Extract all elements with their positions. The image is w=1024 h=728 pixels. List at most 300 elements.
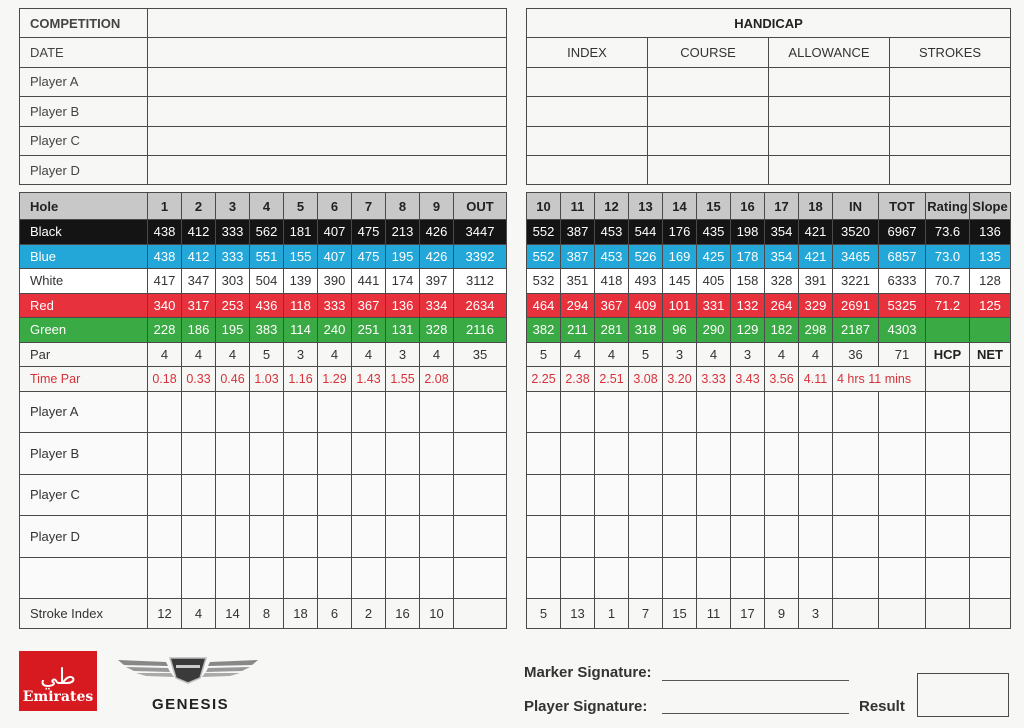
score-input-cell[interactable] [386,433,420,475]
stroke-index-cell: 5 [527,599,561,629]
score-input-cell[interactable] [352,474,386,516]
handicap-cell[interactable] [527,126,648,155]
yardage-cell: 407 [318,244,352,269]
handicap-cell[interactable] [890,67,1011,96]
handicap-cell[interactable] [769,155,890,184]
competition-table [19,8,507,185]
handicap-cell[interactable] [890,126,1011,155]
yardage-cell: 328 [420,318,454,343]
tee-row-black [527,220,1011,245]
score-input-cell[interactable] [454,557,507,599]
player-score-row [527,516,1011,558]
score-input-cell[interactable] [284,557,318,599]
yardage-cell: 73.0 [926,244,970,269]
score-input-cell[interactable] [731,433,765,475]
score-input-cell[interactable] [765,516,799,558]
score-input-cell[interactable] [216,474,250,516]
yardage-cell: 6333 [879,269,926,294]
yardage-cell: 453 [595,220,629,245]
score-input-cell[interactable] [595,516,629,558]
player-signature-label: Player Signature: [524,698,648,715]
yardage-cell: 169 [663,244,697,269]
score-input-cell[interactable] [420,474,454,516]
yardage-cell: 240 [318,318,352,343]
score-input-cell[interactable] [970,474,1011,516]
score-summary-header: HCP [926,342,970,367]
player-score-label: Player C [20,474,148,516]
score-input-cell[interactable] [799,557,833,599]
handicap-cell[interactable] [527,67,648,96]
score-input-cell[interactable] [454,474,507,516]
score-input-cell[interactable] [352,557,386,599]
stroke-index-cell [454,599,507,629]
score-input-cell[interactable] [833,391,879,433]
handicap-cell[interactable] [648,97,769,126]
time-par-row [527,367,1011,392]
score-input-cell[interactable] [250,557,284,599]
time-par-cell: 1.29 [318,367,352,392]
yardage-cell: 298 [799,318,833,343]
score-input-cell[interactable] [970,557,1011,599]
score-input-cell[interactable] [765,391,799,433]
handicap-cell[interactable] [648,67,769,96]
player-score-row [527,391,1011,433]
yardage-cell: 6967 [879,220,926,245]
par-cell: 3 [284,342,318,367]
yardage-cell: 435 [697,220,731,245]
tee-row-red [527,293,1011,318]
hole-number: 11 [561,193,595,220]
stroke-index-label: Stroke Index [20,599,148,629]
score-input-cell[interactable] [148,474,182,516]
yardage-cell: 195 [386,244,420,269]
score-input-cell[interactable] [284,433,318,475]
handicap-cell[interactable] [769,67,890,96]
yardage-cell: 329 [799,293,833,318]
score-input-cell[interactable] [454,391,507,433]
time-par-cell: 2.38 [561,367,595,392]
score-input-cell[interactable] [833,516,879,558]
yardage-cell: 438 [148,220,182,245]
time-par-cell: 3.43 [731,367,765,392]
score-input-cell[interactable] [182,433,216,475]
emirates-logo-text: Emirates [22,689,94,705]
score-input-cell[interactable] [352,516,386,558]
result-box[interactable] [917,673,1009,717]
yardage-cell: 351 [561,269,595,294]
score-input-cell[interactable] [318,516,352,558]
score-input-cell[interactable] [970,516,1011,558]
par-cell: 4 [352,342,386,367]
score-input-cell[interactable] [318,474,352,516]
score-input-cell[interactable] [420,391,454,433]
yardage-cell: 453 [595,244,629,269]
handicap-cell[interactable] [527,155,648,184]
score-input-cell[interactable] [629,433,663,475]
score-input-cell[interactable] [250,516,284,558]
yardage-cell: 228 [148,318,182,343]
player-d-name-field[interactable] [148,155,507,184]
par-cell: 4 [182,342,216,367]
score-input-cell[interactable] [527,557,561,599]
score-input-cell[interactable] [926,391,970,433]
front-nine-table [19,192,507,629]
tee-name: Blue [20,244,148,269]
score-input-cell[interactable] [926,433,970,475]
score-input-cell[interactable] [561,391,595,433]
score-input-cell[interactable] [284,391,318,433]
player-b-name-field[interactable] [148,97,507,126]
yardage-cell: 532 [527,269,561,294]
score-input-cell[interactable] [561,516,595,558]
yardage-cell: 290 [697,318,731,343]
score-input-cell[interactable] [799,516,833,558]
score-input-cell[interactable] [629,557,663,599]
score-input-cell[interactable] [386,391,420,433]
date-label: DATE [20,38,148,67]
yardage-cell: 186 [182,318,216,343]
time-par-cell: 0.46 [216,367,250,392]
time-par-cell [454,367,507,392]
handicap-cell[interactable] [769,97,890,126]
time-par-cell: 1.03 [250,367,284,392]
hcp-cell[interactable] [926,367,970,392]
yardage-cell: 475 [352,220,386,245]
yardage-cell: 101 [663,293,697,318]
yardage-cell: 317 [182,293,216,318]
score-input-cell[interactable] [216,433,250,475]
stroke-index-cell: 12 [148,599,182,629]
score-input-cell[interactable] [697,557,731,599]
handicap-cell[interactable] [648,126,769,155]
score-input-cell[interactable] [663,557,697,599]
score-input-cell[interactable] [765,557,799,599]
yardage-cell: 195 [216,318,250,343]
genesis-wing-logo [118,652,258,684]
yardage-cell: 340 [148,293,182,318]
score-input-cell[interactable] [595,391,629,433]
score-input-cell[interactable] [629,391,663,433]
stroke-index-cell: 8 [250,599,284,629]
yardage-cell: 347 [182,269,216,294]
yardage-cell: 328 [765,269,799,294]
handicap-cell[interactable] [527,97,648,126]
score-summary-header: NET [970,342,1011,367]
score-input-cell[interactable] [148,391,182,433]
score-input-cell[interactable] [182,474,216,516]
score-input-cell[interactable] [284,474,318,516]
stroke-index-cell: 17 [731,599,765,629]
score-input-cell[interactable] [970,391,1011,433]
yardage-cell: 131 [386,318,420,343]
score-input-cell[interactable] [250,474,284,516]
score-input-cell[interactable] [216,557,250,599]
player-c-label: Player C [20,126,148,155]
score-input-cell[interactable] [765,474,799,516]
tee-name: Green [20,318,148,343]
back-header-row [527,193,1011,220]
player-score-label: Player B [20,433,148,475]
score-input-cell[interactable] [527,474,561,516]
yardage-cell: 426 [420,220,454,245]
score-input-cell[interactable] [629,516,663,558]
time-par-cell: 1.16 [284,367,318,392]
yardage-cell: 367 [595,293,629,318]
yardage-cell: 425 [697,244,731,269]
yardage-cell: 2116 [454,318,507,343]
stroke-index-cell: 14 [216,599,250,629]
score-input-cell[interactable] [879,391,926,433]
time-par-cell: 3.56 [765,367,799,392]
score-input-cell[interactable] [527,516,561,558]
score-input-cell[interactable] [561,433,595,475]
score-input-cell[interactable] [216,516,250,558]
yardage-cell: 551 [250,244,284,269]
yardage-cell: 128 [970,269,1011,294]
summary-header: Slope [970,193,1011,220]
par-row [20,342,507,367]
yardage-cell: 552 [527,244,561,269]
par-cell: 4 [318,342,352,367]
score-input-cell[interactable] [697,433,731,475]
player-signature-line[interactable] [662,713,849,714]
score-input-cell[interactable] [833,433,879,475]
time-par-cell: 1.43 [352,367,386,392]
score-input-cell[interactable] [595,557,629,599]
par-label: Par [20,342,148,367]
score-input-cell[interactable] [595,474,629,516]
score-input-cell[interactable] [799,391,833,433]
score-input-cell[interactable] [926,474,970,516]
hole-number: 16 [731,193,765,220]
time-par-cell: 4.11 [799,367,833,392]
score-input-cell[interactable] [970,433,1011,475]
yardage-cell: 387 [561,244,595,269]
yardage-cell: 397 [420,269,454,294]
yardage-cell: 504 [250,269,284,294]
score-input-cell[interactable] [386,516,420,558]
yardage-cell: 96 [663,318,697,343]
handicap-cell[interactable] [890,97,1011,126]
par-cell: 5 [629,342,663,367]
time-par-cell: 0.33 [182,367,216,392]
score-input-cell[interactable] [454,433,507,475]
score-input-cell[interactable] [318,391,352,433]
score-input-cell[interactable] [561,557,595,599]
score-input-cell[interactable] [926,557,970,599]
score-input-cell[interactable] [420,516,454,558]
hole-number: 2 [182,193,216,220]
score-input-cell[interactable] [731,557,765,599]
yardage-cell: 333 [216,244,250,269]
stroke-index-cell [879,599,926,629]
hole-number: 5 [284,193,318,220]
score-input-cell[interactable] [663,474,697,516]
result-label: Result [859,698,905,715]
yardage-cell: 421 [799,244,833,269]
yardage-cell: 417 [148,269,182,294]
score-input-cell[interactable] [697,516,731,558]
score-input-cell[interactable] [182,557,216,599]
competition-heading: COMPETITION [20,9,148,38]
score-input-cell[interactable] [833,474,879,516]
yardage-cell: 211 [561,318,595,343]
competition-field[interactable] [148,9,507,38]
yardage-cell: 2634 [454,293,507,318]
par-cell: 4 [561,342,595,367]
yardage-cell: 136 [970,220,1011,245]
score-input-cell[interactable] [731,391,765,433]
yardage-cell [926,318,970,343]
score-input-cell[interactable] [386,474,420,516]
yardage-cell: 354 [765,244,799,269]
score-input-cell[interactable] [454,516,507,558]
player-score-row [20,474,507,516]
score-input-cell[interactable] [663,391,697,433]
yardage-cell: 182 [765,318,799,343]
handicap-cell[interactable] [769,126,890,155]
stroke-index-cell: 6 [318,599,352,629]
score-input-cell[interactable] [182,516,216,558]
score-input-cell[interactable] [352,391,386,433]
date-field[interactable] [148,38,507,67]
score-input-cell[interactable] [799,433,833,475]
yardage-cell: 174 [386,269,420,294]
score-input-cell[interactable] [879,433,926,475]
yardage-cell: 409 [629,293,663,318]
stroke-index-row [527,599,1011,629]
score-input-cell[interactable] [216,391,250,433]
score-input-cell[interactable] [879,557,926,599]
stroke-index-cell: 4 [182,599,216,629]
yardage-cell: 294 [561,293,595,318]
par-cell: 3 [731,342,765,367]
hole-number: 6 [318,193,352,220]
score-input-cell[interactable] [386,557,420,599]
score-input-cell[interactable] [731,474,765,516]
yardage-cell: 3392 [454,244,507,269]
score-input-cell[interactable] [148,433,182,475]
score-input-cell[interactable] [765,433,799,475]
yardage-cell: 136 [386,293,420,318]
player-b-label: Player B [20,97,148,126]
player-score-row [20,433,507,475]
index-column-header: INDEX [527,38,648,67]
time-par-cell: 2.08 [420,367,454,392]
par-cell: 5 [250,342,284,367]
net-cell[interactable] [970,367,1011,392]
score-input-cell[interactable] [250,391,284,433]
player-score-label: Player A [20,391,148,433]
score-input-cell[interactable] [352,433,386,475]
yardage-cell: 73.6 [926,220,970,245]
score-input-cell[interactable] [420,557,454,599]
time-par-row [20,367,507,392]
tee-row-white [20,269,507,294]
yardage-cell: 318 [629,318,663,343]
handicap-cell[interactable] [648,155,769,184]
player-score-row [20,557,507,599]
par-cell: 36 [833,342,879,367]
time-par-label: Time Par [20,367,148,392]
hole-number: 4 [250,193,284,220]
summary-header: Rating [926,193,970,220]
score-input-cell[interactable] [663,433,697,475]
hole-number: 13 [629,193,663,220]
yardage-cell: 526 [629,244,663,269]
yardage-cell: 139 [284,269,318,294]
stroke-index-cell: 7 [629,599,663,629]
score-input-cell[interactable] [561,474,595,516]
yardage-cell: 5325 [879,293,926,318]
yardage-cell: 493 [629,269,663,294]
score-input-cell[interactable] [697,391,731,433]
score-input-cell[interactable] [148,516,182,558]
yardage-cell: 475 [352,244,386,269]
score-input-cell[interactable] [318,433,352,475]
marker-signature-line[interactable] [662,680,849,681]
score-input-cell[interactable] [420,433,454,475]
score-input-cell[interactable] [879,474,926,516]
score-input-cell[interactable] [182,391,216,433]
score-input-cell[interactable] [629,474,663,516]
score-input-cell[interactable] [284,516,318,558]
player-c-name-field[interactable] [148,126,507,155]
yardage-cell: 382 [527,318,561,343]
time-par-cell: 1.55 [386,367,420,392]
yardage-cell: 135 [970,244,1011,269]
score-input-cell[interactable] [879,516,926,558]
handicap-cell[interactable] [890,155,1011,184]
yardage-cell: 367 [352,293,386,318]
score-input-cell[interactable] [527,391,561,433]
tee-row-blue [527,244,1011,269]
player-score-row [20,391,507,433]
stroke-index-cell: 13 [561,599,595,629]
yardage-cell: 387 [561,220,595,245]
score-input-cell[interactable] [926,516,970,558]
yardage-cell: 6857 [879,244,926,269]
score-input-cell[interactable] [595,433,629,475]
yardage-cell: 436 [250,293,284,318]
yardage-cell: 333 [318,293,352,318]
yardage-cell: 426 [420,244,454,269]
score-input-cell[interactable] [799,474,833,516]
score-input-cell[interactable] [148,557,182,599]
score-input-cell[interactable] [318,557,352,599]
yardage-cell: 253 [216,293,250,318]
hole-header-row [20,193,507,220]
hole-number: 9 [420,193,454,220]
score-input-cell[interactable] [697,474,731,516]
hole-number: 15 [697,193,731,220]
stroke-index-cell: 18 [284,599,318,629]
score-input-cell[interactable] [527,433,561,475]
player-a-name-field[interactable] [148,67,507,96]
yardage-cell: 132 [731,293,765,318]
yardage-cell: 4303 [879,318,926,343]
score-input-cell[interactable] [663,516,697,558]
yardage-cell: 438 [148,244,182,269]
hole-number: 12 [595,193,629,220]
score-input-cell[interactable] [833,557,879,599]
yardage-cell: 464 [527,293,561,318]
score-input-cell[interactable] [731,516,765,558]
yardage-cell: 281 [595,318,629,343]
score-input-cell[interactable] [250,433,284,475]
yardage-cell: 3447 [454,220,507,245]
yardage-cell: 391 [799,269,833,294]
